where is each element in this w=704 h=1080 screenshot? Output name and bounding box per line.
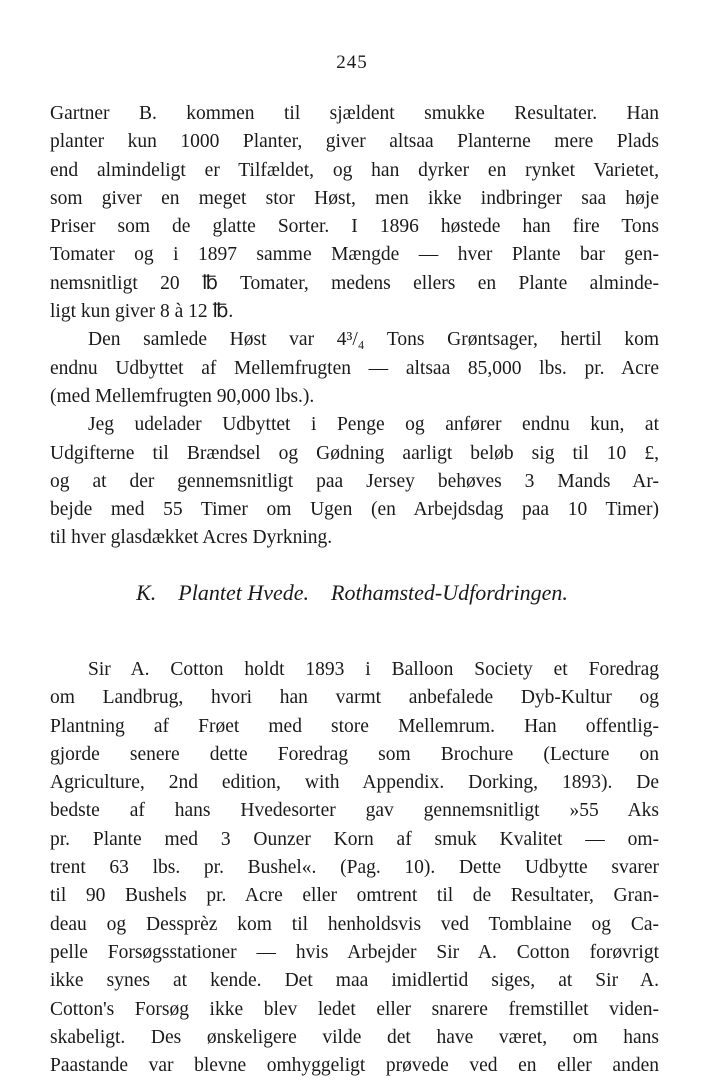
text-line: Den samlede Høst var 4³/₄ Tons Grøntsager, hertil kom — [88, 329, 659, 351]
text-line: Priser som de glatte Sorter. I 1896 høstede han fire Tons — [50, 216, 659, 238]
section-heading-subtitle: Rothamsted-Udfordringen. — [331, 580, 568, 605]
text-line: om Landbrug, hvori han varmt anbefalede Dyb-Kultur og — [50, 687, 659, 709]
text-line: som giver en meget stor Høst, men ikke indbringer saa høje — [50, 187, 659, 209]
text-line: endnu Udbyttet af Mellemfrugten — altsaa 85,000 lbs. pr. Acre — [50, 357, 659, 379]
text-line: end almindeligt er Tilfældet, og han dyrker en rynket Varietet, — [50, 159, 659, 181]
text-line: ligt kun giver 8 à 12 ℔. — [50, 301, 234, 323]
text-line: bedste af hans Hvedesorter gav gennemsnitligt »55 Aks — [50, 800, 659, 822]
bottom-text-block — [50, 656, 659, 1080]
text-line: bejde med 55 Timer om Ugen (en Arbejdsdag paa 10 Timer) — [50, 499, 659, 521]
text-line: Paastande var blevne omhyggeligt prøvede ved en eller anden — [50, 1055, 659, 1077]
page-number: 245 — [336, 52, 368, 73]
text-line: planter kun 1000 Planter, giver altsaa Planterne mere Plads — [50, 131, 659, 153]
text-line: Cotton's Forsøg ikke blev ledet eller snarere fremstillet viden- — [50, 998, 659, 1020]
text-line: Tomater og i 1897 samme Mængde — hver Plante bar gen- — [50, 244, 659, 266]
text-line: nemsnitligt 20 ℔ Tomater, medens ellers en Plante alminde- — [50, 272, 659, 294]
text-line: trent 63 lbs. pr. Bushel«. (Pag. 10). Dette Udbytte svarer — [50, 857, 659, 879]
text-line: Udgifterne til Brændsel og Gødning aarligt beløb sig til 10 £, — [50, 442, 659, 464]
top-text-block — [50, 100, 659, 553]
section-heading-label: K. — [136, 580, 157, 605]
text-line: pelle Forsøgsstationer — hvis Arbejder Sir A. Cotton forøvrigt — [50, 941, 659, 963]
text-line: Gartner B. kommen til sjældent smukke Resultater. Han — [50, 103, 659, 124]
section-heading-title: Plantet Hvede. — [178, 580, 310, 605]
text-line: til hver glasdækket Acres Dyrkning. — [50, 527, 333, 549]
text-line: Plantning af Frøet med store Mellemrum. Han offentlig- — [50, 715, 659, 737]
text-line: gjorde senere dette Foredrag som Brochure (Lecture on — [50, 743, 659, 765]
text-line: ikke synes at kende. Det maa imidlertid siges, at Sir A. — [50, 970, 659, 992]
text-line: og at der gennemsnitligt paa Jersey behøves 3 Mands Ar- — [50, 470, 659, 492]
text-line: skabeligt. Des ønskeligere vilde det have været, om hans — [50, 1026, 659, 1048]
text-line: (med Mellemfrugten 90,000 lbs.). — [50, 385, 315, 407]
text-line: til 90 Bushels pr. Acre eller omtrent til de Resultater, Gran- — [50, 885, 659, 907]
text-line: deau og Dessprèz kom til henholdsvis ved Tomblaine og Ca- — [50, 913, 659, 935]
section-heading — [0, 580, 704, 606]
text-line: Jeg udelader Udbyttet i Penge og anfører endnu kun, at — [88, 414, 659, 436]
text-line: pr. Plante med 3 Ounzer Korn af smuk Kvalitet — om- — [50, 828, 659, 850]
text-line: Sir A. Cotton holdt 1893 i Balloon Society et Foredrag — [88, 659, 659, 680]
text-line: Agriculture, 2nd edition, with Appendix. Dorking, 1893). De — [50, 772, 659, 794]
